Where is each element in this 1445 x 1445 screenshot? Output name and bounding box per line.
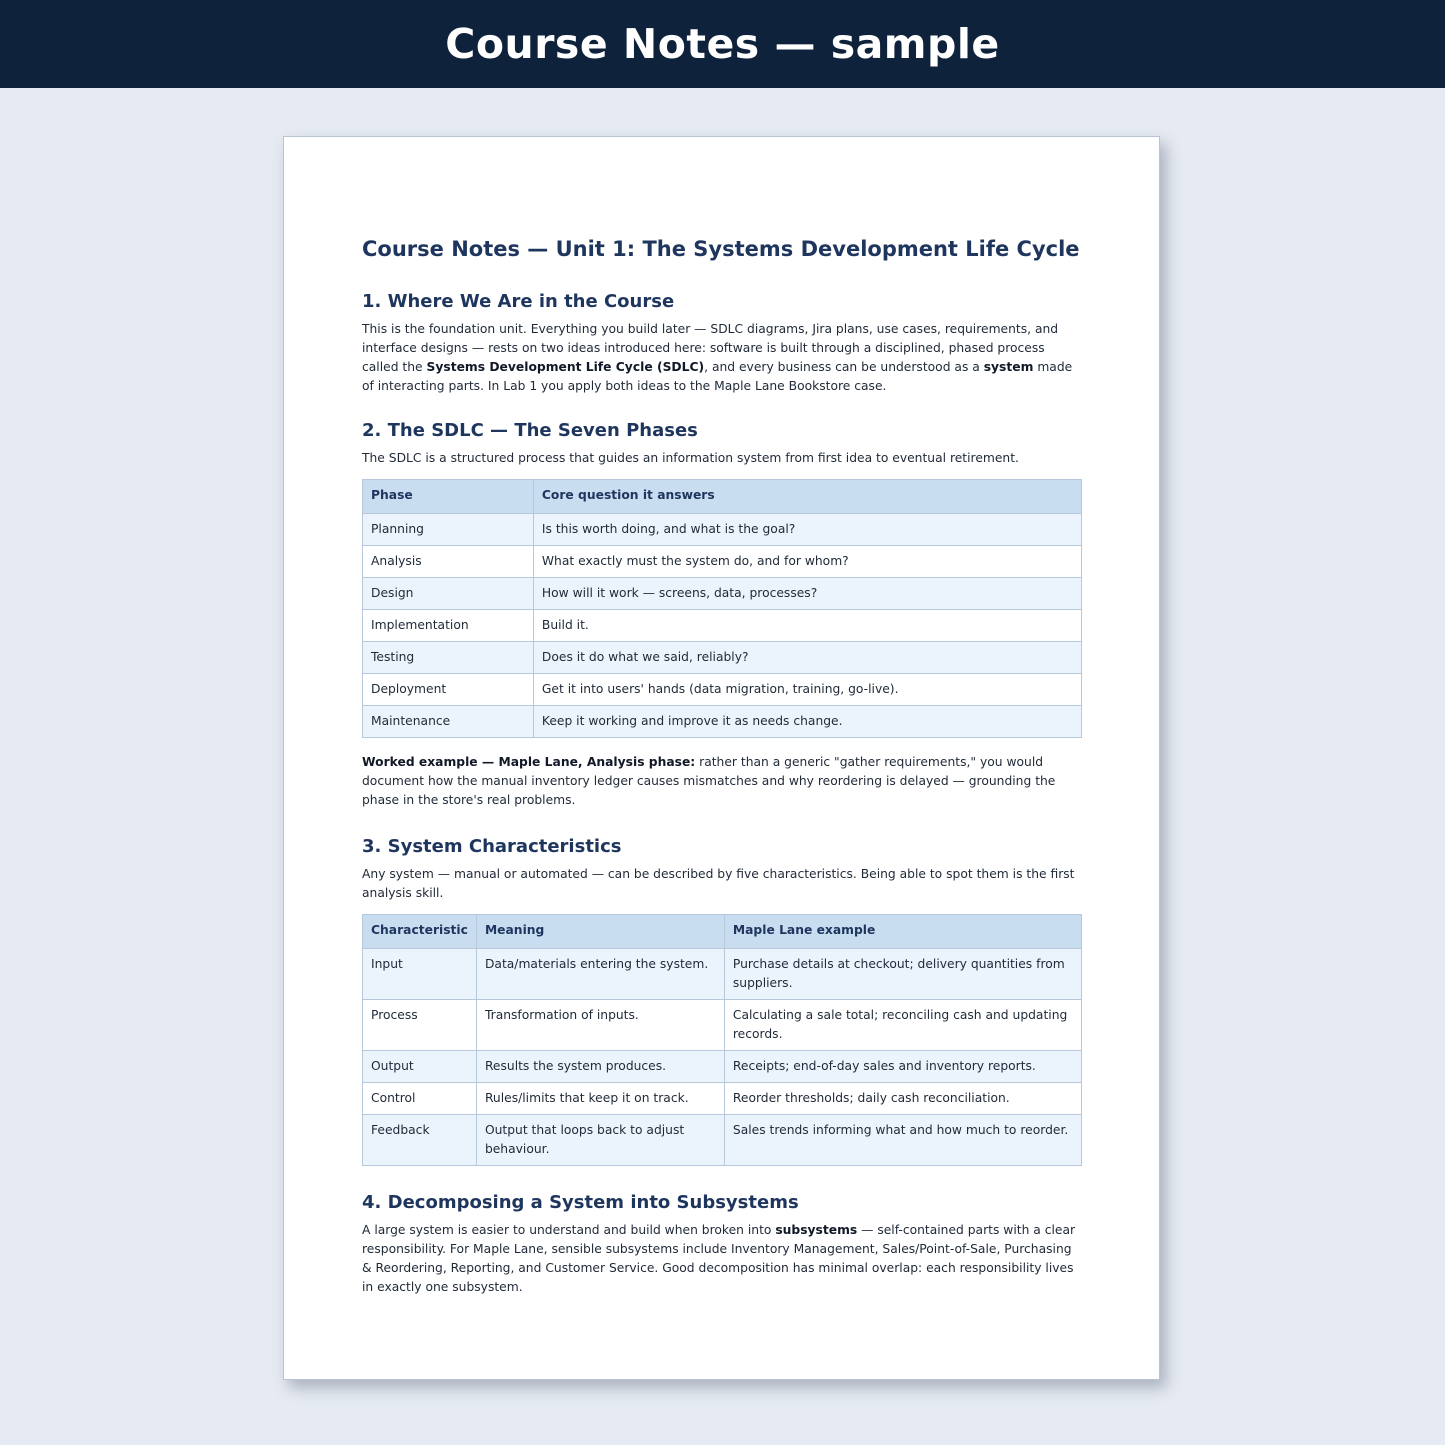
meaning-cell: Rules/limits that keep it on track.	[476, 1083, 724, 1115]
document-page	[283, 136, 1160, 1380]
question-cell: How will it work — screens, data, processes?	[533, 578, 1081, 610]
section-1-paragraph	[362, 320, 1082, 396]
phase-cell: Analysis	[363, 546, 534, 578]
characteristic-cell: Feedback	[363, 1115, 477, 1166]
table-row	[363, 514, 1082, 546]
table-header-row	[363, 480, 1082, 514]
characteristic-cell: Control	[363, 1083, 477, 1115]
banner-title: Course Notes — sample	[445, 20, 1000, 68]
characteristic-cell: Process	[363, 1000, 477, 1051]
text-run: , and every business can be understood as a	[704, 360, 984, 374]
table-row	[363, 642, 1082, 674]
text-run: rather than a generic "gather requirements," you would document how the manual inventory ledger causes mismatches and why reordering is delayed — grounding the phase in the store's real problems.	[362, 755, 1056, 807]
section-4-paragraph	[362, 1221, 1082, 1297]
question-cell: Is this worth doing, and what is the goal?	[533, 514, 1081, 546]
phase-cell: Maintenance	[363, 706, 534, 738]
system-characteristics-table	[362, 914, 1082, 1166]
table-row	[363, 610, 1082, 642]
meaning-cell: Transformation of inputs.	[476, 1000, 724, 1051]
phase-cell: Implementation	[363, 610, 534, 642]
section-1-heading: 1. Where We Are in the Course	[362, 291, 675, 312]
sdlc-phases-table	[362, 479, 1082, 738]
column-header: Characteristic	[363, 915, 477, 949]
table-row	[363, 546, 1082, 578]
section-2-intro: The SDLC is a structured process that guides an information system from first idea to eventual retirement.	[362, 451, 1019, 465]
table-row	[363, 1051, 1082, 1083]
table-row	[363, 1115, 1082, 1166]
worked-example-label: Worked example — Maple Lane, Analysis phase:	[362, 755, 696, 769]
sdlc-term: Systems Development Life Cycle (SDLC)	[426, 360, 705, 374]
characteristic-cell: Output	[363, 1051, 477, 1083]
section-3-heading: 3. System Characteristics	[362, 836, 622, 857]
table-row	[363, 949, 1082, 1000]
column-header: Maple Lane example	[724, 915, 1081, 949]
section-4-heading: 4. Decomposing a System into Subsystems	[362, 1192, 799, 1213]
example-cell: Receipts; end-of-day sales and inventory reports.	[724, 1051, 1081, 1083]
table-header-row	[363, 915, 1082, 949]
phase-cell: Design	[363, 578, 534, 610]
column-header: Meaning	[476, 915, 724, 949]
phase-cell: Deployment	[363, 674, 534, 706]
table-row	[363, 1000, 1082, 1051]
column-header: Phase	[363, 480, 534, 514]
characteristic-cell: Input	[363, 949, 477, 1000]
document-content	[362, 237, 1082, 1297]
question-cell: Keep it working and improve it as needs change.	[533, 706, 1081, 738]
question-cell: What exactly must the system do, and for whom?	[533, 546, 1081, 578]
example-cell: Reorder thresholds; daily cash reconciliation.	[724, 1083, 1081, 1115]
table-row	[363, 578, 1082, 610]
table-row	[363, 706, 1082, 738]
document-title: Course Notes — Unit 1: The Systems Development Life Cycle	[362, 237, 1080, 261]
text-run: A large system is easier to understand and build when broken into	[362, 1223, 776, 1237]
example-cell: Sales trends informing what and how much to reorder.	[724, 1115, 1081, 1166]
top-banner	[0, 0, 1445, 88]
question-cell: Get it into users' hands (data migration, training, go-live).	[533, 674, 1081, 706]
text-run: made of interacting parts. In Lab 1 you apply both ideas to the Maple Lane Bookstore case.	[362, 360, 1073, 393]
table-row	[363, 674, 1082, 706]
column-header: Core question it answers	[533, 480, 1081, 514]
table-row	[363, 1083, 1082, 1115]
question-cell: Does it do what we said, reliably?	[533, 642, 1081, 674]
text-run: — self-contained parts with a clear responsibility. For Maple Lane, sensible subsystems include Inventory Management, Sales/Point-of-Sale, Purchasing & Reordering, Reporting, and Customer Service. Good decomposition has minimal overlap: each responsibility lives in exactly one subsystem.	[362, 1223, 1076, 1294]
section-2-heading: 2. The SDLC — The Seven Phases	[362, 420, 698, 441]
meaning-cell: Data/materials entering the system.	[476, 949, 724, 1000]
meaning-cell: Output that loops back to adjust behaviour.	[476, 1115, 724, 1166]
text-run: This is the foundation unit. Everything you build later — SDLC diagrams, Jira plans, use cases, requirements, and interface designs — rests on two ideas introduced here: software is built through a disciplined, phased process called the	[362, 322, 1059, 374]
meaning-cell: Results the system produces.	[476, 1051, 724, 1083]
system-term: system	[983, 360, 1034, 374]
phase-cell: Planning	[363, 514, 534, 546]
example-cell: Calculating a sale total; reconciling cash and updating records.	[724, 1000, 1081, 1051]
phase-cell: Testing	[363, 642, 534, 674]
worked-example-paragraph	[362, 753, 1082, 810]
example-cell: Purchase details at checkout; delivery quantities from suppliers.	[724, 949, 1081, 1000]
subsystems-term: subsystems	[775, 1223, 858, 1237]
question-cell: Build it.	[533, 610, 1081, 642]
section-3-intro: Any system — manual or automated — can be described by five characteristics. Being able to spot them is the first analysis skill.	[362, 867, 1075, 900]
